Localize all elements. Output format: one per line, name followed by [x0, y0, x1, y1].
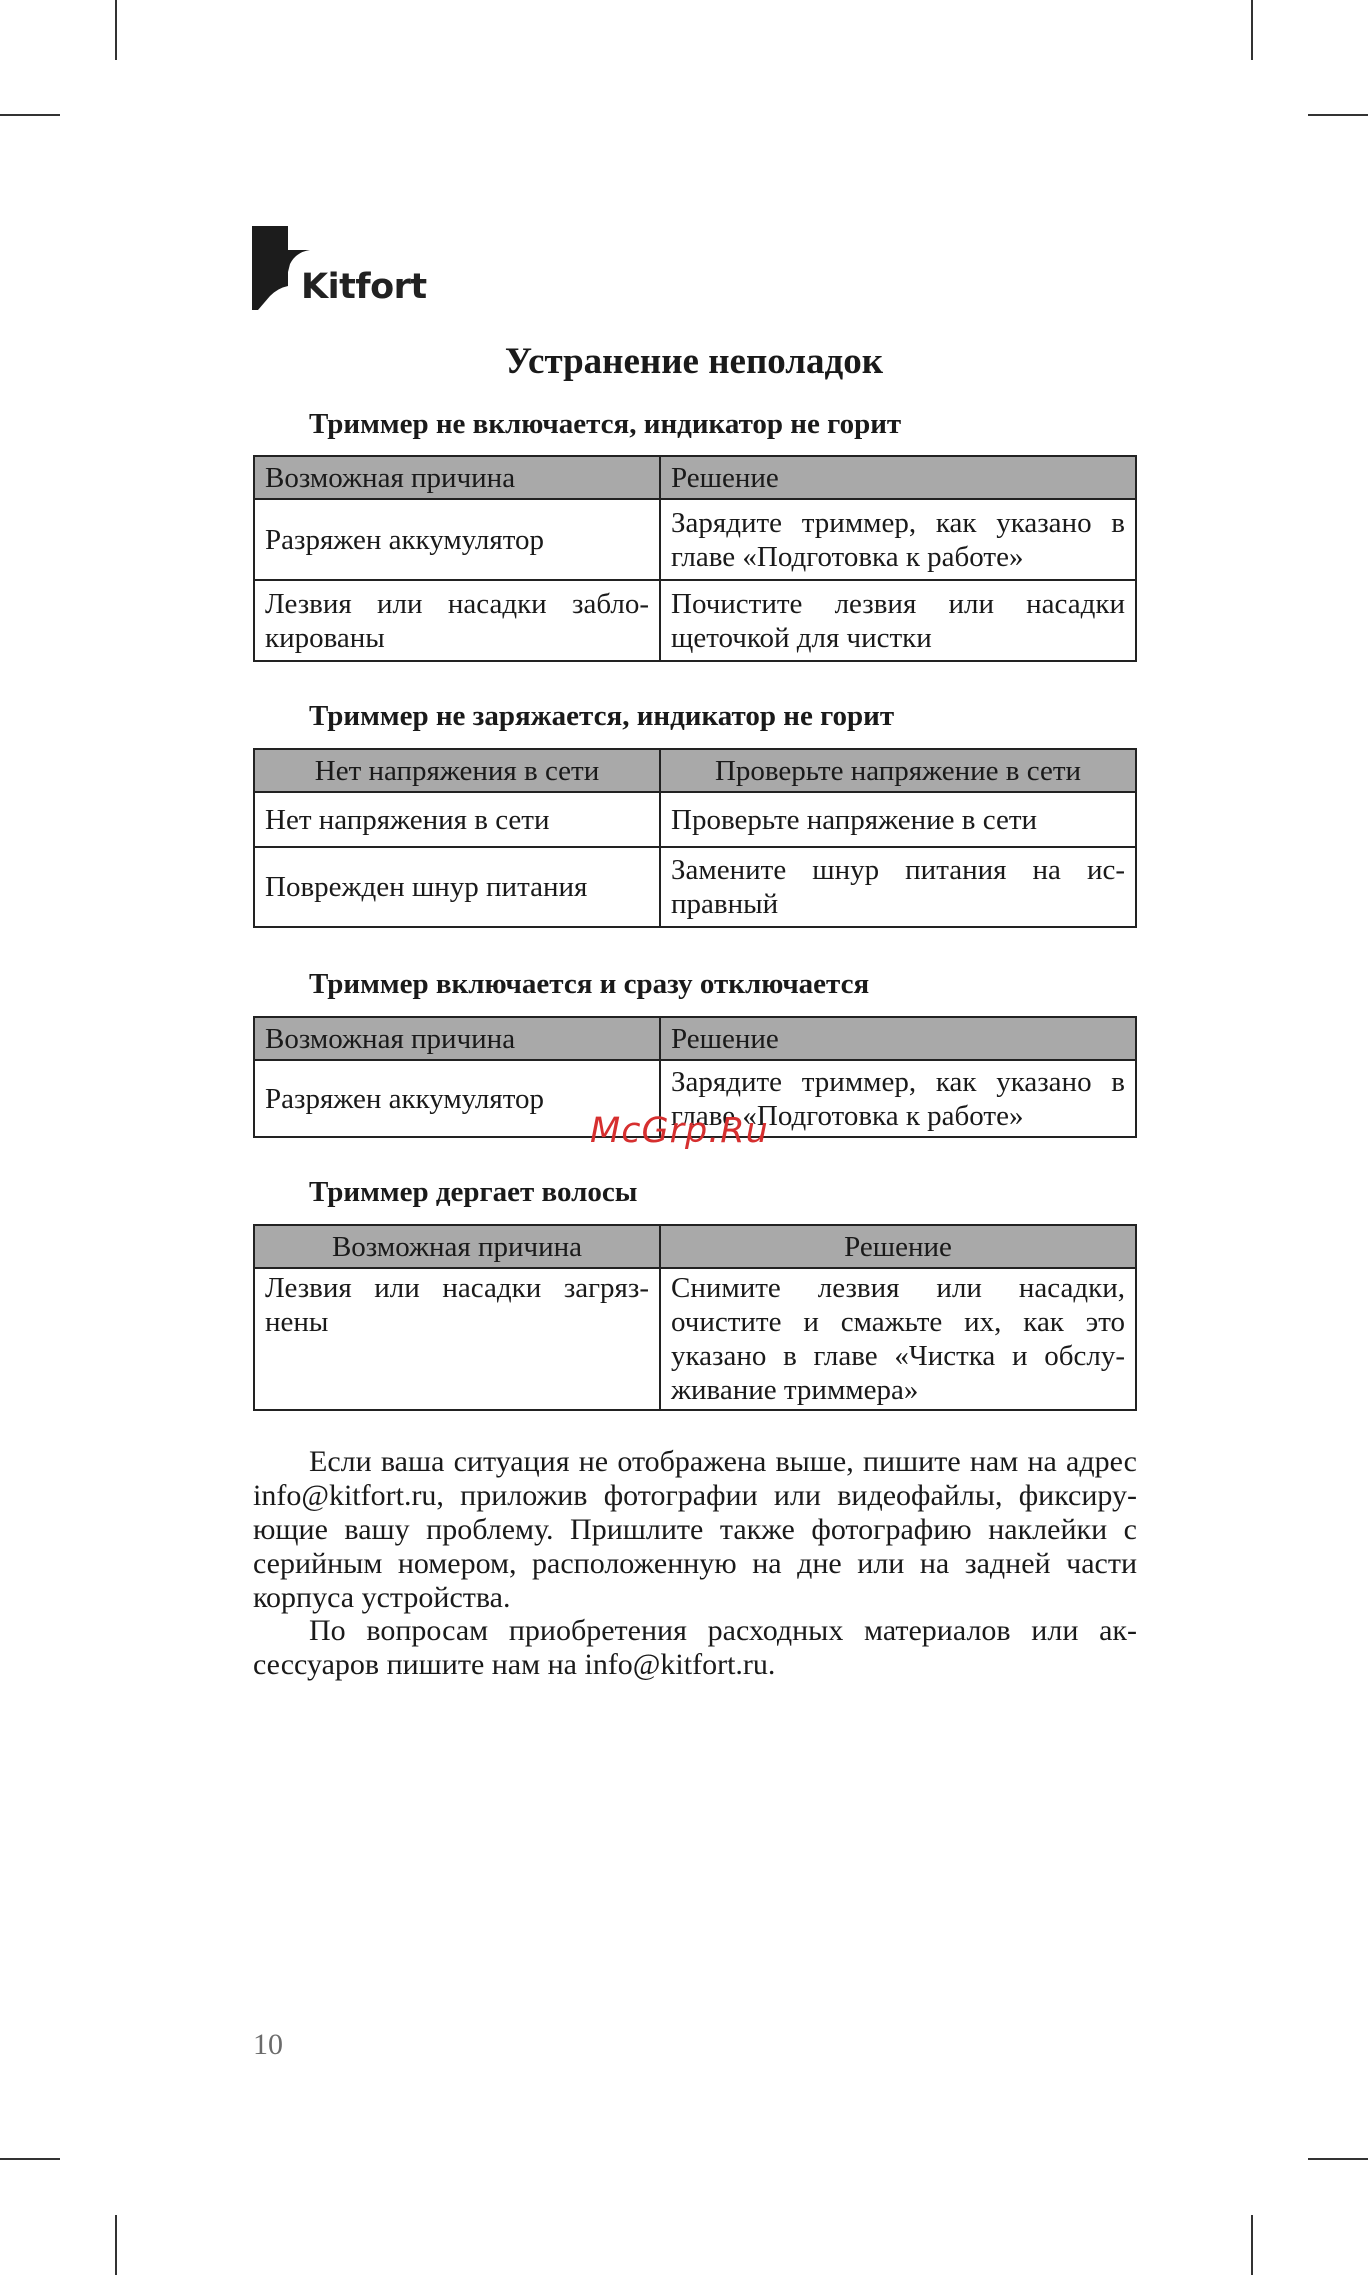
crop-mark: [1251, 2215, 1253, 2275]
table-row: [254, 1268, 1136, 1410]
contact-paragraph: Если ваша ситуация не отображена выше, пишите нам на адрес info@kitfort.ru, приложив фотографии или видеофайлы, фиксиру-ющие вашу проблему. Пришлите также фотографию наклейки с серийным номером, расположенную на дне или на задней части корпуса устройства.: [253, 1445, 1137, 1614]
table-header-cell: Возможная причина: [254, 1225, 660, 1268]
table-header-cell: Решение: [660, 1017, 1136, 1060]
table-header-row: [254, 456, 1136, 499]
cause-cell: Поврежден шнур питания: [254, 847, 660, 927]
section-title: Триммер включается и сразу отключается: [309, 968, 870, 1000]
troubleshooting-table: [253, 1224, 1137, 1411]
brand-logo: [252, 226, 442, 316]
crop-mark: [1308, 2158, 1368, 2160]
crop-mark: [1251, 0, 1253, 60]
table-row: [254, 792, 1136, 847]
section-title: Триммер не включается, индикатор не горит: [309, 408, 902, 440]
table-header-cell: Нет напряжения в сети: [254, 749, 660, 792]
troubleshooting-table: [253, 748, 1137, 928]
crop-mark: [1308, 114, 1368, 116]
crop-mark: [0, 114, 60, 116]
solution-cell: Замените шнур питания на ис-правный: [660, 847, 1136, 927]
table-header-row: [254, 749, 1136, 792]
table-row: [254, 580, 1136, 661]
table-header-cell: Решение: [660, 1225, 1136, 1268]
table-header-cell: Проверьте напряжение в сети: [660, 749, 1136, 792]
table-row: [254, 847, 1136, 927]
crop-mark: [115, 0, 117, 60]
cause-cell: Нет напряжения в сети: [254, 792, 660, 847]
crop-mark: [115, 2215, 117, 2275]
table-header-row: [254, 1017, 1136, 1060]
page-title: Устранение неполадок: [504, 341, 884, 382]
table-header-cell: Возможная причина: [254, 1017, 660, 1060]
brand-name: Kitfort: [301, 267, 427, 307]
table-row: [254, 499, 1136, 580]
table-header-cell: Возможная причина: [254, 456, 660, 499]
solution-cell: Зарядите триммер, как указано в главе «Подготовка к работе»: [660, 1060, 1136, 1137]
section-title: Триммер дергает волосы: [309, 1176, 638, 1208]
cause-cell: Разряжен аккумулятор: [254, 1060, 660, 1137]
page-number: 10: [253, 2028, 283, 2061]
cause-cell: Лезвия или насадки загряз-нены: [254, 1268, 660, 1410]
solution-cell: Проверьте напряжение в сети: [660, 792, 1136, 847]
solution-cell: Зарядите триммер, как указано в главе «Подготовка к работе»: [660, 499, 1136, 580]
cause-cell: Лезвия или насадки забло-кированы: [254, 580, 660, 661]
solution-cell: Почистите лезвия или насадки щеточкой для чистки: [660, 580, 1136, 661]
table-header-row: [254, 1225, 1136, 1268]
accessories-paragraph: По вопросам приобретения расходных материалов или ак-сессуаров пишите нам на info@kitfort.ru.: [253, 1614, 1137, 1681]
table-header-cell: Решение: [660, 456, 1136, 499]
crop-mark: [0, 2158, 60, 2160]
cause-cell: Разряжен аккумулятор: [254, 499, 660, 580]
troubleshooting-table: [253, 455, 1137, 662]
section-title: Триммер не заряжается, индикатор не горит: [309, 700, 895, 732]
solution-cell: Снимите лезвия или насадки, очистите и смажьте их, как это указано в главе «Чистка и обслу-живание триммера»: [660, 1268, 1136, 1410]
watermark: McGrp.Ru: [590, 1111, 769, 1151]
